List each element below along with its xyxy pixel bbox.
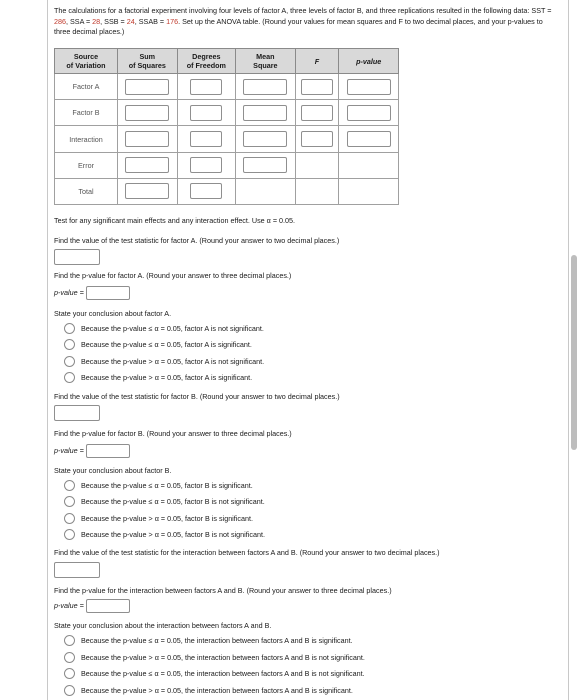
total-ss-input[interactable]	[125, 183, 169, 199]
factor-b-p-input[interactable]	[347, 105, 391, 121]
radio-button[interactable]	[64, 635, 75, 646]
radio-button[interactable]	[64, 339, 75, 350]
ssa-value: 28	[92, 16, 101, 26]
factor-b-p-row	[54, 444, 130, 458]
header-source: Source of Variation	[55, 49, 118, 74]
factor-b-option-1[interactable]: Because the p-value ≤ α = 0.05, factor B is significant.	[64, 479, 253, 491]
factor-a-option-3[interactable]: Because the p-value > α = 0.05, factor A is not significant.	[64, 355, 264, 367]
factor-b-conclusion-question: State your conclusion about factor B.	[54, 466, 172, 475]
interaction-option-3[interactable]: Because the p-value ≤ α = 0.05, the interaction between factors A and B is not significant.	[64, 667, 365, 679]
header-p-value: p-value	[339, 49, 399, 74]
radio-button[interactable]	[64, 652, 75, 663]
ssab-value: 176	[166, 16, 179, 26]
header-sum-of-squares: Sum of Squares	[118, 49, 178, 74]
row-label: Factor A	[55, 74, 118, 100]
interaction-option-1[interactable]: Because the p-value ≤ α = 0.05, the interaction between factors A and B is significant.	[64, 634, 353, 646]
factor-b-ss-input[interactable]	[125, 105, 169, 121]
sst-value: 286	[54, 16, 66, 26]
test-instruction: Test for any significant main effects and any interaction effect. Use α = 0.05.	[54, 216, 296, 225]
interaction-f-input[interactable]	[301, 131, 333, 147]
interaction-option-2[interactable]: Because the p-value > α = 0.05, the interaction between factors A and B is not significant.	[64, 651, 365, 663]
factor-a-f-input[interactable]	[301, 79, 333, 95]
factor-a-conclusion-question: State your conclusion about factor A.	[54, 309, 172, 318]
radio-button[interactable]	[64, 529, 75, 540]
factor-b-p-value-input[interactable]	[86, 444, 130, 458]
factor-a-option-1[interactable]: Because the p-value ≤ α = 0.05, factor A is not significant.	[64, 322, 264, 334]
row-total	[55, 178, 399, 204]
intro-sep-3: , SSAB =	[134, 16, 167, 26]
header-mean-square: Mean Square	[236, 49, 296, 74]
factor-b-option-4[interactable]: Because the p-value > α = 0.05, factor B is not significant.	[64, 528, 265, 540]
error-ss-input[interactable]	[125, 157, 169, 173]
row-label: Factor B	[55, 100, 118, 126]
p-value-label: p-value =	[54, 600, 84, 610]
interaction-p-input[interactable]	[347, 131, 391, 147]
interaction-p-row	[54, 599, 130, 613]
anova-table	[54, 48, 399, 205]
radio-button[interactable]	[64, 356, 75, 367]
radio-button[interactable]	[64, 685, 75, 696]
factor-a-option-4[interactable]: Because the p-value > α = 0.05, factor A is significant.	[64, 371, 252, 383]
factor-a-p-input[interactable]	[347, 79, 391, 95]
radio-button[interactable]	[64, 323, 75, 334]
total-df-input[interactable]	[190, 183, 222, 199]
p-value-label: p-value =	[54, 445, 84, 455]
radio-button[interactable]	[64, 372, 75, 383]
factor-b-stat-question: Find the value of the test statistic for factor B. (Round your answer to two decimal places.)	[54, 392, 340, 401]
row-factor-b	[55, 100, 399, 126]
radio-button[interactable]	[64, 513, 75, 524]
factor-a-stat-input[interactable]	[54, 249, 100, 265]
error-ms-input[interactable]	[243, 157, 287, 173]
row-factor-a	[55, 74, 399, 100]
p-value-label: p-value =	[54, 287, 84, 297]
row-error	[55, 152, 399, 178]
factor-a-stat-question: Find the value of the test statistic for factor A. (Round your answer to two decimal places.)	[54, 236, 340, 245]
radio-button[interactable]	[64, 496, 75, 507]
interaction-ss-input[interactable]	[125, 131, 169, 147]
header-f: F	[295, 49, 339, 74]
factor-b-df-input[interactable]	[190, 105, 222, 121]
factor-b-stat-input[interactable]	[54, 405, 100, 421]
anova-header-row	[55, 49, 399, 74]
interaction-stat-question: Find the value of the test statistic for the interaction between factors A and B. (Round your answer to two decimal places.)	[54, 548, 440, 557]
factor-a-p-row	[54, 286, 130, 300]
row-label: Error	[55, 152, 118, 178]
factor-b-option-2[interactable]: Because the p-value ≤ α = 0.05, factor B is not significant.	[64, 495, 265, 507]
intro-text-1: The calculations for a factorial experiment involving four levels of factor A, three levels of factor B, and three replications resulted in the following data: SST =	[54, 6, 552, 15]
error-df-input[interactable]	[190, 157, 222, 173]
row-label: Total	[55, 178, 118, 204]
factor-b-f-input[interactable]	[301, 105, 333, 121]
intro-text-2: . Set up the ANOVA table. (Round your values for mean squares and F to two decimal places, and your p-values to three decimal places.)	[54, 16, 543, 37]
radio-button[interactable]	[64, 480, 75, 491]
row-label: Interaction	[55, 126, 118, 152]
factor-a-ms-input[interactable]	[243, 79, 287, 95]
interaction-stat-input[interactable]	[54, 562, 100, 578]
factor-a-p-question: Find the p-value for factor A. (Round your answer to three decimal places.)	[54, 271, 292, 280]
factor-b-option-3[interactable]: Because the p-value > α = 0.05, factor B is significant.	[64, 512, 253, 524]
factor-b-p-question: Find the p-value for factor B. (Round your answer to three decimal places.)	[54, 429, 292, 438]
factor-b-ms-input[interactable]	[243, 105, 287, 121]
interaction-option-4[interactable]: Because the p-value > α = 0.05, the interaction between factors A and B is significant.	[64, 684, 353, 696]
interaction-p-question: Find the p-value for the interaction between factors A and B. (Round your answer to three decimal places.)	[54, 586, 392, 595]
problem-statement	[54, 6, 559, 38]
radio-button[interactable]	[64, 668, 75, 679]
interaction-ms-input[interactable]	[243, 131, 287, 147]
factor-a-df-input[interactable]	[190, 79, 222, 95]
intro-sep-1: , SSA =	[66, 16, 93, 26]
interaction-p-value-input[interactable]	[86, 599, 130, 613]
header-degrees-of-freedom: Degrees of Freedom	[177, 49, 235, 74]
factor-a-option-2[interactable]: Because the p-value ≤ α = 0.05, factor A is significant.	[64, 338, 252, 350]
factor-a-p-value-input[interactable]	[86, 286, 130, 300]
interaction-conclusion-question: State your conclusion about the interaction between factors A and B.	[54, 621, 272, 630]
factor-a-ss-input[interactable]	[125, 79, 169, 95]
interaction-df-input[interactable]	[190, 131, 222, 147]
intro-sep-2: , SSB =	[100, 16, 127, 26]
scrollbar-thumb[interactable]	[571, 255, 577, 450]
row-interaction	[55, 126, 399, 152]
ssb-value: 24	[126, 16, 135, 26]
